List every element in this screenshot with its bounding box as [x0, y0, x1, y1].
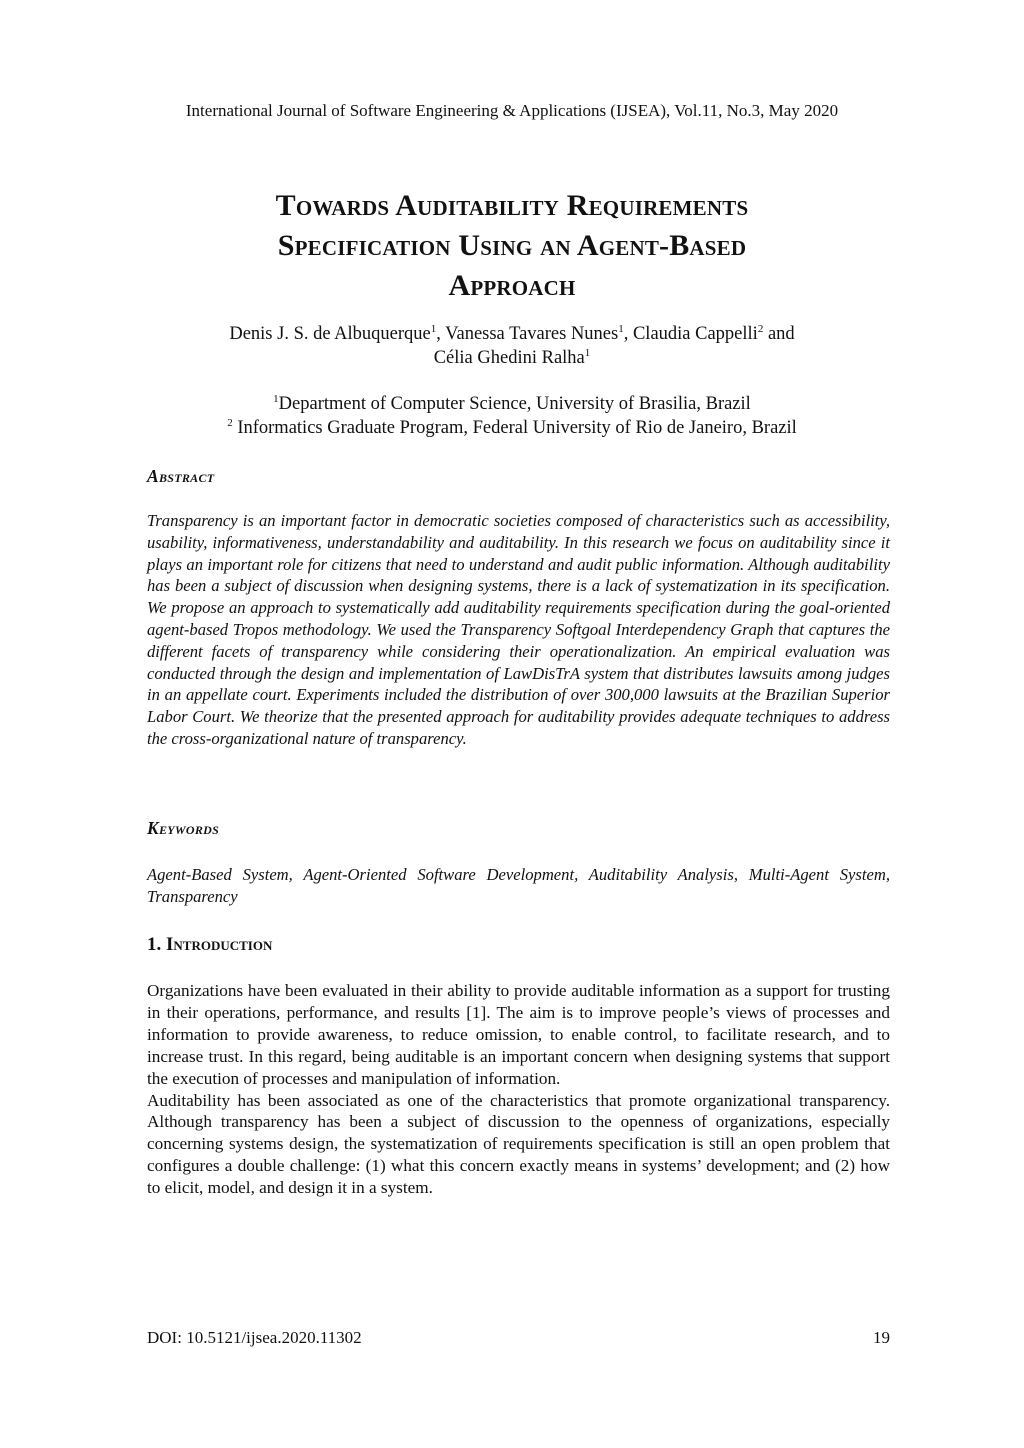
- introduction-heading: 1. Introduction: [147, 934, 273, 955]
- title-line-3: Approach: [448, 269, 576, 302]
- introduction-paragraph: Auditability has been associated as one of the characteristics that promote organizational transparency. Although transparency has been a subject of discussion to the openness of organizations, especially concerning systems design, the systematization of requirements specification is still an open problem that configures a double challenge: (1) what this concern exactly means in systems’ development; and (2) how to elicit, model, and design it in a system.: [147, 1090, 890, 1198]
- affiliation-text: Department of Computer Science, University of Brasilia, Brazil: [278, 394, 751, 414]
- author-name: , Vanessa Tavares Nunes: [436, 324, 619, 344]
- affiliation-mark: 2: [227, 416, 233, 429]
- title-line-2: Specification Using an Agent-Based: [277, 229, 747, 262]
- paper-title: [120, 186, 904, 306]
- author-line-2: [120, 346, 904, 370]
- author-affiliation-mark: 1: [430, 322, 437, 335]
- author-name: , Claudia Cappelli: [623, 324, 758, 344]
- affiliation-list: [120, 392, 904, 440]
- title-line-1: Towards Auditability Requirements: [275, 189, 749, 222]
- affiliation-text: Informatics Graduate Program, Federal University of Rio de Janeiro, Brazil: [232, 418, 797, 438]
- abstract-heading: Abstract: [147, 466, 215, 486]
- running-header: International Journal of Software Engineering & Applications (IJSEA), Vol.11, No.3, May 2020: [185, 101, 839, 120]
- author-affiliation-mark: 2: [757, 322, 764, 335]
- author-name: Célia Ghedini Ralha: [433, 348, 585, 368]
- author-affiliation-mark: 1: [584, 346, 591, 359]
- author-affiliation-mark: 1: [618, 322, 624, 335]
- introduction-body: [147, 980, 890, 1199]
- author-list: [120, 322, 904, 370]
- author-conjunction: and: [763, 324, 795, 344]
- abstract-body: Transparency is an important factor in democratic societies composed of characteristics such as accessibility, usability, informativeness, understandability and auditability. In this research we focus on auditability since it plays an important role for citizens that need to understand and audit public information. Although auditability has been a subject of discussion when designing systems, there is a lack of systematization in its specification. We propose an approach to systematically add auditability requirements specification during the goal-oriented agent-based Tropos methodology. We used the Transparency Softgoal Interdependency Graph that captures the different facets of transparency while considering their operationalization. An empirical evaluation was conducted through the design and implementation of LawDisTrA system that distributes lawsuits among judges in an appellate court. Experiments included the distribution of over 300,000 lawsuits at the Brazilian Superior Labor Court. We theorize that the presented approach for auditability provides adequate techniques to address the cross-organizational nature of transparency.: [147, 511, 890, 748]
- author-line-1: [120, 322, 904, 346]
- affiliation-2: [120, 416, 904, 440]
- affiliation-mark: 1: [273, 392, 279, 405]
- affiliation-1: [120, 392, 904, 416]
- doi-footer: DOI: 10.5121/ijsea.2020.11302: [147, 1328, 362, 1347]
- author-name: Denis J. S. de Albuquerque: [229, 324, 431, 344]
- page-number: 19: [873, 1328, 890, 1347]
- keywords-body: Agent-Based System, Agent-Oriented Software Development, Auditability Analysis, Multi-Agent System, Transparency: [147, 865, 890, 906]
- introduction-paragraph: Organizations have been evaluated in their ability to provide auditable information as a support for trusting in their operations, performance, and results [1]. The aim is to improve people’s views of processes and information to provide awareness, to reduce omission, to enable control, to facilitate research, and to increase trust. In this regard, being auditable is an important concern when designing systems that support the execution of processes and manipulation of information.: [147, 981, 890, 1088]
- keywords-heading: Keywords: [147, 818, 220, 838]
